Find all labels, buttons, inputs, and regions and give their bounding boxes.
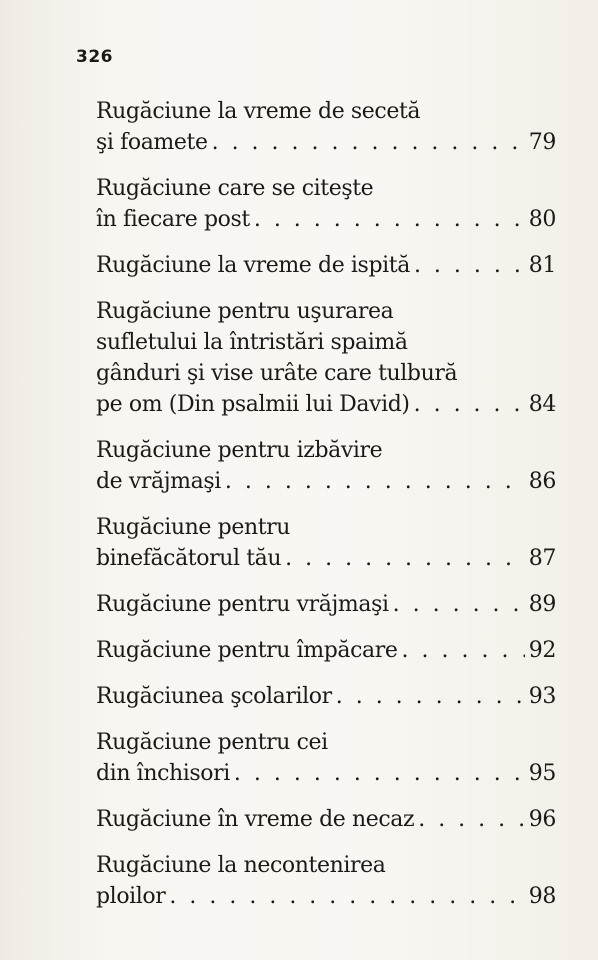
entry-page-number: 84 — [528, 392, 556, 417]
entry-page-number: 79 — [528, 130, 556, 155]
dot-leader — [212, 127, 525, 158]
entry-title-line: Rugăciune pentru vrăjmaşi — [96, 592, 389, 617]
dot-leader — [414, 250, 525, 281]
toc-entry — [96, 850, 556, 912]
entry-last-line — [96, 127, 556, 158]
dot-leader — [414, 389, 525, 420]
entry-title-line: sufletului la întristări spaimă — [96, 330, 408, 355]
toc-entry — [96, 635, 556, 666]
entry-page-number: 93 — [528, 684, 556, 709]
toc-entry — [96, 512, 556, 574]
dot-leader — [336, 681, 525, 712]
entry-last-line — [96, 881, 556, 912]
entry-page-number: 89 — [528, 592, 556, 617]
entry-title-line: Rugăciune pentru împăcare — [96, 638, 398, 663]
toc-entry — [96, 804, 556, 835]
entry-title-line: pe om (Din psalmii lui David) — [96, 392, 410, 417]
toc-entry — [96, 589, 556, 620]
entry-last-line — [96, 543, 556, 574]
dot-leader — [402, 635, 525, 666]
entry-title-line: Rugăciunea şcolarilor — [96, 684, 332, 709]
toc-entry — [96, 727, 556, 789]
toc-entry — [96, 681, 556, 712]
entry-page-number: 87 — [528, 546, 556, 571]
entry-title-line: Rugăciune în vreme de necaz — [96, 807, 415, 832]
entry-title-line: Rugăciune pentru izbăvire — [96, 438, 383, 463]
toc-entry — [96, 435, 556, 497]
entry-title-line: în fiecare post — [96, 207, 250, 232]
toc-entry — [96, 296, 556, 420]
entry-title-line: Rugăciune pentru uşurarea — [96, 299, 394, 324]
table-of-contents — [96, 96, 556, 927]
entry-last-line — [96, 804, 556, 835]
toc-entry — [96, 96, 556, 158]
entry-last-line — [96, 681, 556, 712]
entry-page-number: 80 — [528, 207, 556, 232]
entry-title-line: din închisori — [96, 761, 230, 786]
dot-leader — [393, 589, 525, 620]
entry-last-line — [96, 758, 556, 789]
dot-leader — [254, 204, 525, 235]
entry-last-line — [96, 635, 556, 666]
dot-leader — [225, 466, 525, 497]
entry-title-line: binefăcătorul tău — [96, 546, 282, 571]
entry-page-number: 98 — [528, 884, 556, 909]
entry-title-line: de vrăjmaşi — [96, 469, 221, 494]
toc-entry — [96, 173, 556, 235]
page-number: 326 — [76, 47, 113, 67]
entry-title-line: Rugăciune la vreme de secetă — [96, 99, 421, 124]
entry-last-line — [96, 250, 556, 281]
entry-title-line: gânduri şi vise urâte care tulbură — [96, 361, 458, 386]
entry-title-line: Rugăciune pentru cei — [96, 730, 328, 755]
entry-page-number: 86 — [528, 469, 556, 494]
entry-page-number: 95 — [528, 761, 556, 786]
entry-title-line: Rugăciune la vreme de ispită — [96, 253, 410, 278]
dot-leader — [418, 804, 525, 835]
toc-entry — [96, 250, 556, 281]
dot-leader — [285, 543, 525, 574]
entry-last-line — [96, 204, 556, 235]
dot-leader — [234, 758, 525, 789]
entry-page-number: 81 — [528, 253, 556, 278]
dot-leader — [169, 881, 524, 912]
entry-last-line — [96, 589, 556, 620]
entry-title-line: Rugăciune pentru — [96, 515, 291, 540]
entry-title-line: ploilor — [96, 884, 166, 909]
entry-title-line: şi foamete — [96, 130, 208, 155]
entry-title-line: Rugăciune care se citeşte — [96, 176, 374, 201]
entry-title-line: Rugăciune la necontenirea — [96, 853, 386, 878]
entry-last-line — [96, 389, 556, 420]
entry-last-line — [96, 466, 556, 497]
entry-page-number: 92 — [528, 638, 556, 663]
entry-page-number: 96 — [528, 807, 556, 832]
